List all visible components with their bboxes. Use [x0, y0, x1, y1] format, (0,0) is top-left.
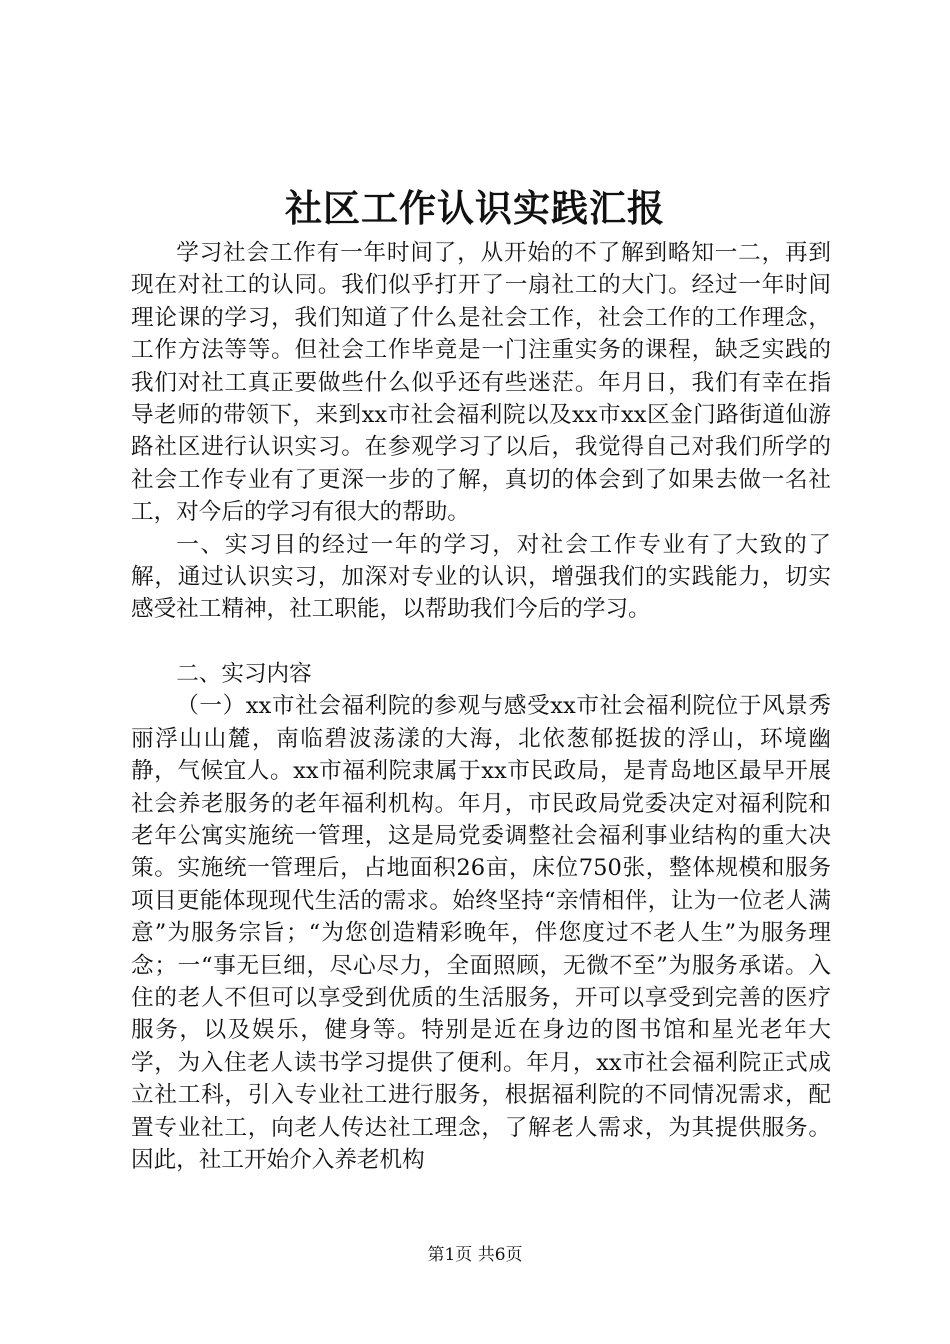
paragraph-section-1: 一、实习目的经过一年的学习，对社会工作专业有了大致的了解，通过认识实习，加深对专业的认识，增强我们的实践能力，切实感受社工精神，社工职能，以帮助我们今后的学习。: [131, 531, 831, 623]
paragraph-intro: 学习社会工作有一年时间了，从开始的不了解到略知一二，再到现在对社工的认同。我们似乎打开了一扇社工的大门。经过一年时间理论课的学习，我们知道了什么是社会工作，社会工作的工作理念，工作方法等等。但社会工作毕竟是一门注重实务的课程，缺乏实践的我们对社工真正要做些什么似乎还有些迷茫。年月日，我们有幸在指导老师的带领下，来到xx市社会福利院以及xx市xx区金门路街道仙游路社区进行认识实习。在参观学习了以后，我觉得自己对我们所学的社会工作专业有了更深一步的了解，真切的体会到了如果去做一名社工，对今后的学习有很大的帮助。: [131, 240, 831, 526]
document-body: [131, 237, 831, 1176]
heading-section-2: 二、实习内容: [176, 660, 312, 687]
paragraph-section-2-1: （一）xx市社会福利院的参观与感受xx市社会福利院位于风景秀丽浮山山麓，南临碧波荡漾的大海，北依葱郁挺拔的浮山，环境幽静，气候宜人。xx市福利院隶属于xx市民政局，是青岛地区最早开展社会养老服务的老年福利机构。年月，市民政局党委决定对福利院和老年公寓实施统一管理，这是局党委调整社会福利事业结构的重大决策。实施统一管理后，占地面积26亩，床位750张，整体规模和服务项目更能体现现代生活的需求。始终坚持“亲情相伴，让为一位老人满意”为服务宗旨；“为您创造精彩晚年，伴您度过不老人生”为服务理念；一“事无巨细，尽心尽力，全面照顾，无微不至”为服务承诺。入住的老人不但可以享受到优质的生活服务，开可以享受到完善的医疗服务，以及娱乐，健身等。特别是近在身边的图书馆和星光老年大学，为入住老人读书学习提供了便利。年月，xx市社会福利院正式成立社工科，引入专业社工进行服务，根据福利院的不同情况需求，配置专业社工，向老人传达社工理念，了解老人需求，为其提供服务。因此，社工开始介入养老机构: [131, 693, 831, 1173]
document-title: 社区工作认识实践汇报: [285, 186, 665, 230]
page-footer: 第1页 共6页: [427, 1245, 523, 1265]
